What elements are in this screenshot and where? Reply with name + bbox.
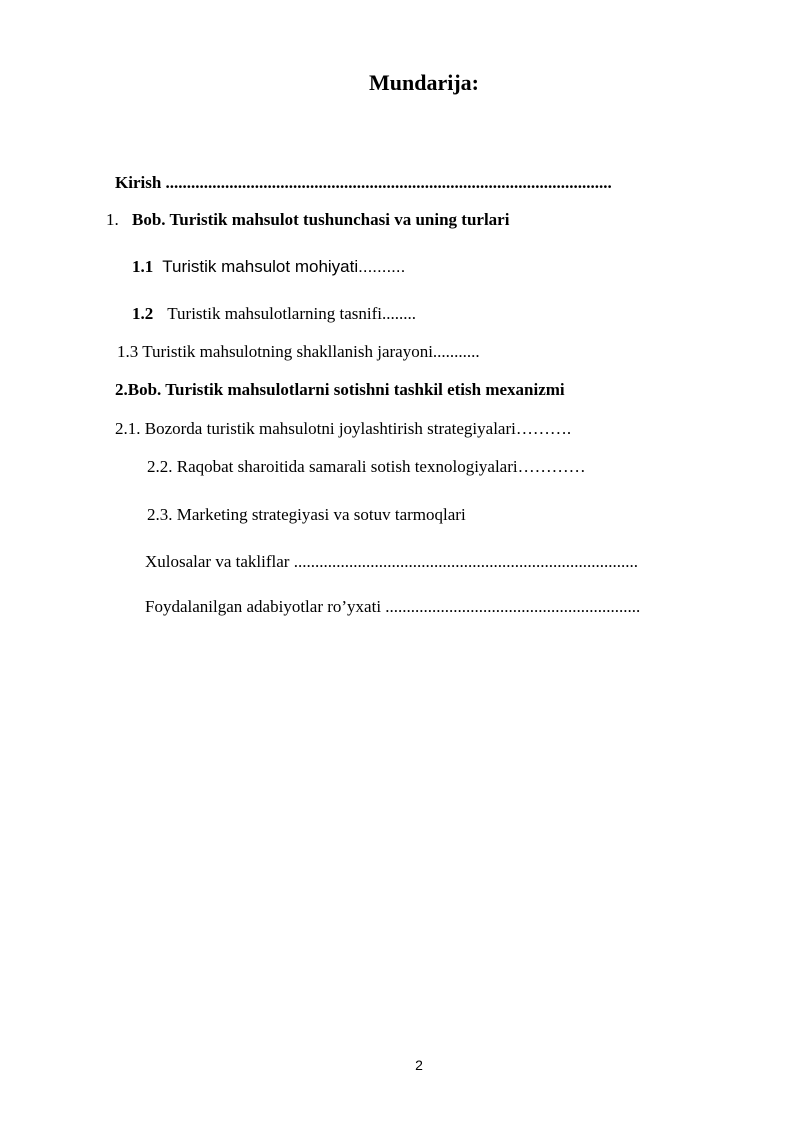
toc-entry-section-2-3: 2.3. Marketing strategiyasi va sotuv tarmoqlari	[147, 505, 466, 524]
section-1-2-title: Turistik mahsulotlarning tasnifi........	[167, 304, 416, 323]
toc-entry-chapter-2: 2.Bob. Turistik mahsulotlarni sotishni tashkil etish mexanizmi	[115, 380, 565, 399]
chapter-1-title: Bob. Turistik mahsulot tushunchasi va uning turlari	[132, 210, 510, 229]
section-1-1-title: Turistik mahsulot mohiyati..........	[162, 257, 406, 276]
toc-entry-section-1-2	[132, 304, 416, 324]
section-1-1-number: 1.1	[132, 257, 154, 276]
toc-entry-section-2-1: 2.1. Bozorda turistik mahsulotni joylashtirish strategiyalari……….	[115, 419, 572, 438]
page-title: Mundarija:	[369, 70, 479, 95]
section-1-2-number: 1.2	[132, 304, 154, 323]
toc-entry-chapter-1	[106, 210, 509, 230]
toc-entry-section-1-3: 1.3 Turistik mahsulotning shakllanish jarayoni...........	[117, 342, 480, 361]
toc-entry-conclusion: Xulosalar va takliflar .................................................................................	[145, 552, 638, 571]
page-number: 2	[415, 1057, 423, 1073]
toc-entry-section-2-2: 2.2. Raqobat sharoitida samarali sotish texnologiyalari…………	[147, 457, 586, 476]
toc-entry-references: Foydalanilgan adabiyotlar ro’yxati ............................................................	[145, 597, 641, 616]
toc-entry-kirish: Kirish .........................................................................................................	[115, 173, 612, 192]
toc-entry-section-1-1	[132, 257, 405, 277]
chapter-1-number: 1.	[106, 210, 119, 229]
